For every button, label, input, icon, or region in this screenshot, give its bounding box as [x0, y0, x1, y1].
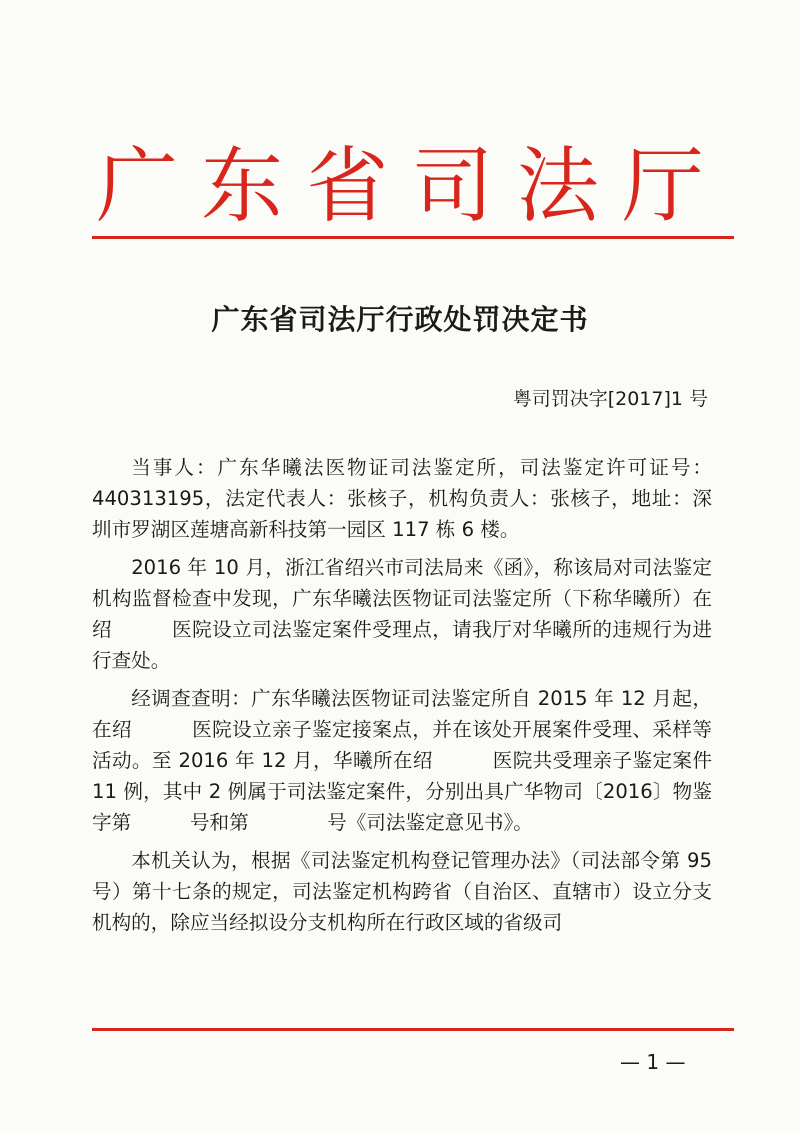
- paragraph-background: 2016 年 10 月，浙江省绍兴市司法局来《函》，称该局对司法鉴定机构监督检查中发现，广东华曦法医物证司法鉴定所（下称华曦所）在绍 医院设立司法鉴定案件受理点，请我厅对华曦所的违规行为进行查处。: [92, 556, 712, 672]
- masthead-char: 东: [201, 139, 284, 234]
- masthead-char: 广: [95, 139, 178, 234]
- red-divider-top: [92, 236, 734, 239]
- paragraph-opinion: 本机关认为，根据《司法鉴定机构登记管理办法》（司法部令第 95 号）第十七条的规定，司法鉴定机构跨省（自治区、直辖市）设立分支机构的，除应当经拟设分支机构所在行政区域的省级司: [92, 849, 712, 934]
- masthead-char: 省: [306, 139, 389, 234]
- page-number: — 1 —: [620, 1050, 686, 1074]
- masthead-char: 法: [516, 139, 599, 234]
- masthead-char: 司: [411, 139, 494, 234]
- red-divider-bottom: [92, 1028, 734, 1031]
- masthead-title: [92, 139, 708, 234]
- paragraph-party: 当事人：广东华曦法医物证司法鉴定所，司法鉴定许可证号：440313195，法定代表人：张核子，机构负责人：张核子，地址：深圳市罗湖区莲塘高新科技第一园区 117 栋 6 楼。: [92, 456, 712, 541]
- document-number: 粤司罚决字[2017]1 号: [512, 388, 708, 410]
- paragraph-findings: 经调查查明：广东华曦法医物证司法鉴定所自 2015 年 12 月起，在绍 医院设立亲子鉴定接案点，并在该处开展案件受理、采样等活动。至 2016 年 12 月，华曦所在绍 医院共受理亲子鉴定案件 11 例，其中 2 例属于司法鉴定案件，分别出具广华物司〔2016〕物鉴字第 号和第 号《司法鉴定意见书》。: [92, 687, 712, 834]
- document-body: [92, 452, 712, 945]
- document-title: 广东省司法厅行政处罚决定书: [211, 303, 589, 336]
- masthead-char: 厅: [621, 139, 704, 234]
